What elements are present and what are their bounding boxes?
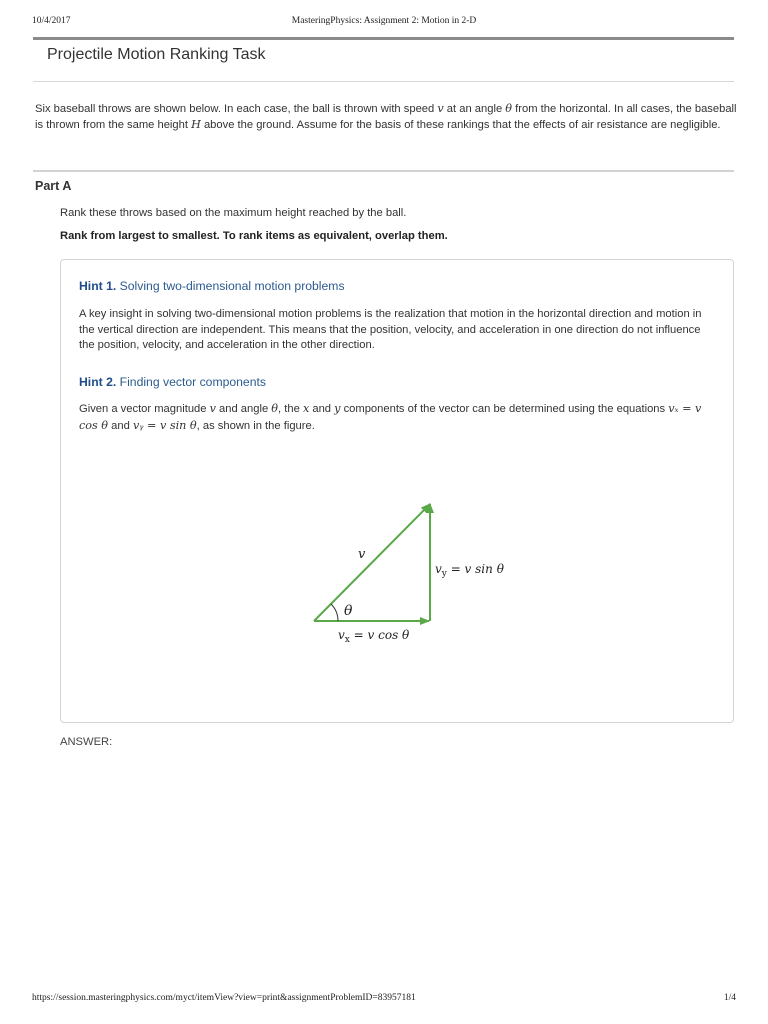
part-a-question: Rank these throws based on the maximum height reached by the ball.: [60, 207, 407, 219]
intro-divider: [33, 81, 734, 82]
print-url: https://session.masteringphysics.com/myct/itemView?view=print&assignmentProblemID=83957181: [32, 993, 416, 1003]
hint-2-equation-vx: vₓ = v cos θ: [79, 402, 702, 432]
part-divider: [33, 170, 734, 172]
part-a-instruction: Rank from largest to smallest. To rank items as equivalent, overlap them.: [60, 230, 448, 242]
vx-label: [338, 628, 410, 645]
print-header: [32, 16, 736, 30]
hint-1-number: Hint 1.: [79, 279, 117, 293]
hint-2-text-2: and angle: [215, 403, 272, 415]
hint-2-equation-vy: vᵧ = v sin θ: [132, 418, 197, 432]
hypotenuse-label: v: [358, 547, 366, 562]
angle-arc: [331, 604, 338, 621]
intro-text-2: at an angle: [443, 103, 506, 115]
vy-label-base: v: [435, 562, 442, 576]
print-footer: [32, 993, 736, 1007]
angle-label: θ: [344, 603, 353, 619]
intro-var-v: v: [437, 102, 444, 115]
problem-title: Projectile Motion Ranking Task: [47, 46, 266, 63]
vx-label-rest: = v cos θ: [349, 628, 410, 642]
hint-2-text-6: and: [108, 419, 133, 432]
hint-2-var-x: x: [302, 402, 310, 415]
vy-label: [435, 562, 505, 579]
hint-2-number: Hint 2.: [79, 375, 117, 389]
vy-label-rest: = v sin θ: [446, 562, 504, 576]
vector-components-figure: [61, 260, 733, 722]
hint-1-body: A key insight in solving two-dimensional motion problems is the realization that motion in the horizontal direction and motion in the vertical direction are independent. This means that the position, velocity, and acceleration in one direction do not influence the position, velocity, and acceleration in the other direction.: [79, 308, 702, 351]
print-page-number: 1/4: [723, 993, 736, 1003]
hint-2-title-text: Finding vector components: [119, 375, 266, 389]
problem-intro: [35, 101, 740, 133]
intro-text-3: from the horizontal. In all cases, the baseball is thrown from the same height: [35, 103, 737, 131]
hint-2-text-7: , as shown in the figure.: [196, 419, 315, 432]
hint-2-var-v: v: [209, 402, 216, 415]
hint-1-title-text: Solving two-dimensional motion problems: [119, 279, 345, 293]
intro-text-4: above the ground. Assume for the basis of these rankings that the effects of air resistance are negligible.: [200, 119, 721, 131]
print-page-title: MasteringPhysics: Assignment 2: Motion in 2-D: [291, 16, 477, 26]
hint-2-text-3: , the: [278, 403, 303, 415]
hint-2-var-y: y: [334, 402, 341, 415]
hint-2-var-theta: θ: [271, 402, 279, 415]
vy-label-subscript: y: [441, 569, 447, 579]
hint-2-text-1: Given a vector magnitude: [79, 403, 210, 415]
vx-label-subscript: x: [344, 635, 350, 645]
answer-label: ANSWER:: [60, 736, 113, 748]
title-divider: [33, 37, 734, 40]
vx-label-base: v: [338, 628, 345, 642]
hint-2-text-5: components of the vector can be determined using the equations: [340, 403, 669, 415]
hint-panel: [60, 259, 734, 723]
part-a-label: Part A: [35, 179, 72, 193]
intro-var-theta: θ: [505, 102, 513, 115]
intro-text-1: Six baseball throws are shown below. In each case, the ball is thrown with speed: [35, 103, 438, 115]
print-date: 10/4/2017: [32, 16, 71, 26]
intro-var-h: H: [191, 118, 201, 131]
velocity-vector-arrow: [314, 504, 430, 621]
hint-2-text-4: and: [309, 403, 335, 415]
